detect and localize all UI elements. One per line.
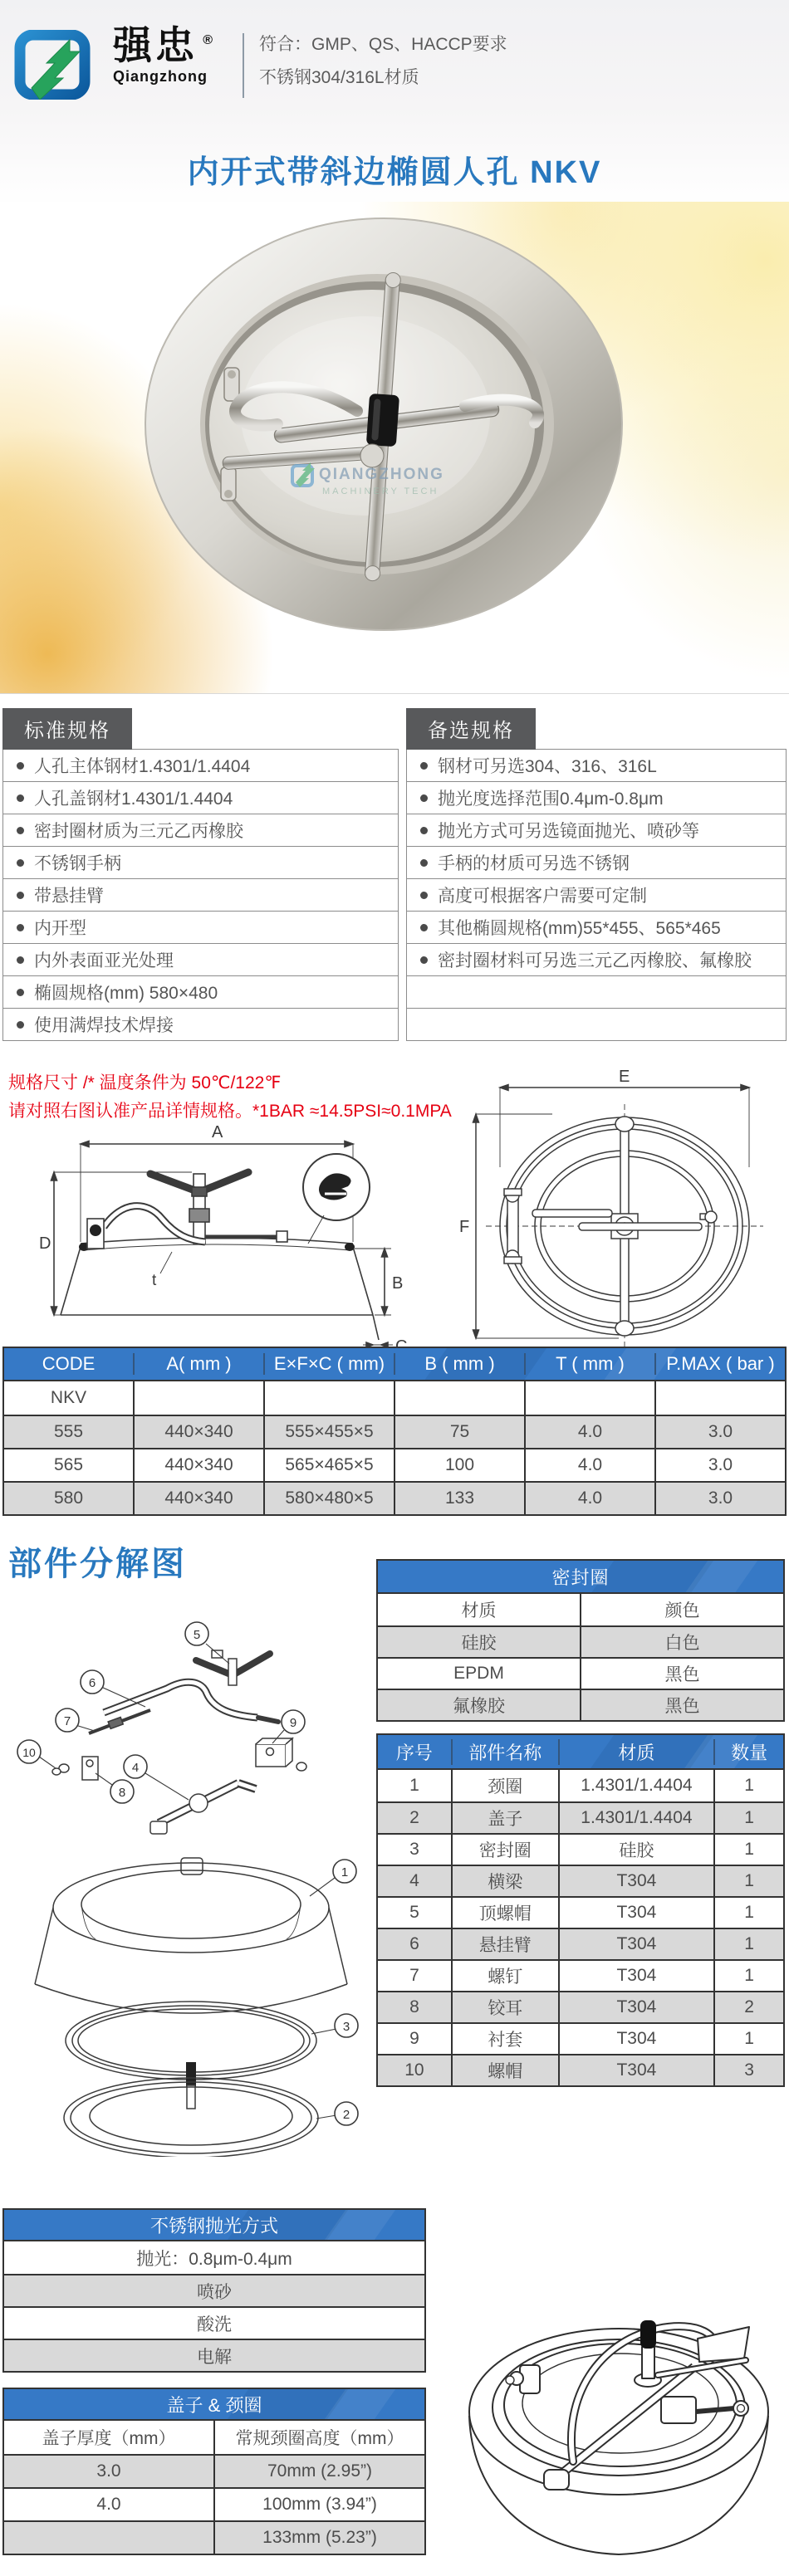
cell-no: 3 xyxy=(409,1840,419,1859)
spec-list-item xyxy=(2,749,399,782)
cell-pmax: 3.0 xyxy=(654,1416,785,1448)
cell-no: 5 xyxy=(409,1903,419,1922)
cell-material: T304 xyxy=(558,1898,713,1928)
cover-neck-header xyxy=(2,2388,426,2421)
spec-list-item xyxy=(406,846,787,879)
callout-1: 1 xyxy=(341,1865,349,1879)
cell-qty: 1 xyxy=(713,1898,783,1928)
cell-no: 6 xyxy=(409,1934,419,1953)
spec-list-item xyxy=(2,911,399,944)
bullet-icon xyxy=(420,924,428,931)
front-view-drawing xyxy=(453,1068,789,1366)
cell-pmax: 3.0 xyxy=(654,1449,785,1481)
size-table-row xyxy=(4,1481,785,1514)
cell-t: 4.0 xyxy=(524,1483,654,1514)
spec-item-text: 带悬挂臂 xyxy=(34,887,104,906)
brand-name-cn: 强忠 xyxy=(113,23,198,67)
brand-name-en: Qiangzhong xyxy=(113,68,208,85)
cell-height: 常规颈圈高度（mm） xyxy=(213,2421,424,2454)
bullet-icon xyxy=(17,794,24,802)
polish-table-row xyxy=(4,2241,424,2274)
polish-table-row xyxy=(4,2339,424,2371)
cover-neck-body xyxy=(2,2421,426,2555)
spec-list-item xyxy=(406,1008,787,1041)
cover-neck-row xyxy=(4,2487,424,2520)
cell-material: EPDM xyxy=(453,1664,504,1683)
callout-6: 6 xyxy=(88,1676,96,1690)
cell-color: 黑色 xyxy=(580,1659,783,1689)
optional-specs-list xyxy=(406,749,787,1041)
standard-specs-section xyxy=(2,708,399,1041)
side-view-drawing xyxy=(29,1122,411,1368)
cell-pmax: 3.0 xyxy=(654,1483,785,1514)
cell-name: 螺钉 xyxy=(451,1961,558,1991)
spec-item-text: 椭圆规格(mm) 580×480 xyxy=(34,984,218,1003)
parts-table-body xyxy=(376,1770,785,2087)
spec-list-item xyxy=(406,781,787,814)
size-table-header-cell: T ( mm ) xyxy=(524,1353,654,1375)
spec-list-item xyxy=(406,878,787,912)
cell-a: 440×340 xyxy=(133,1416,263,1448)
cell-no: 7 xyxy=(409,1966,419,1985)
bullet-icon xyxy=(420,794,428,802)
bullet-icon xyxy=(17,989,24,996)
assembled-line-drawing xyxy=(448,2204,789,2574)
size-table-header-cell: E×F×C ( mm) xyxy=(263,1353,394,1375)
bullet-icon xyxy=(420,892,428,899)
parts-table-row xyxy=(378,1928,783,1959)
manhole-render xyxy=(0,202,789,693)
spec-item-text: 使用满焊技术焊接 xyxy=(34,1016,174,1035)
spec-item-text: 内外表面亚光处理 xyxy=(34,951,174,970)
cell-qty: 1 xyxy=(713,1803,783,1833)
cell-efc: 580×480×5 xyxy=(263,1483,394,1514)
callout-10: 10 xyxy=(22,1746,36,1759)
bullet-icon xyxy=(17,956,24,964)
cell-qty: 1 xyxy=(713,1770,783,1801)
parts-table-row xyxy=(378,1991,783,2022)
parts-table-row xyxy=(378,1896,783,1928)
cell-height: 100mm (3.94”) xyxy=(213,2489,424,2520)
parts-table-header xyxy=(376,1733,785,1770)
brand-text xyxy=(113,23,216,86)
cell-no: 2 xyxy=(409,1808,419,1827)
cover-neck-row xyxy=(4,2421,424,2454)
optional-specs-section xyxy=(406,708,787,1041)
standard-specs-heading: 标准规格 xyxy=(2,708,132,750)
cell-color: 白色 xyxy=(580,1627,783,1657)
seal-table-row xyxy=(378,1625,783,1657)
seal-table-header xyxy=(376,1559,785,1594)
cell-material: 氟橡胶 xyxy=(453,1697,505,1716)
cell-code: 580 xyxy=(53,1488,84,1508)
size-table-body xyxy=(2,1381,787,1516)
handle-pivot xyxy=(360,444,384,467)
spec-item-text: 手柄的材质可另选不锈钢 xyxy=(438,854,630,873)
parts-table-row xyxy=(378,2054,783,2085)
spec-item-text: 密封圈材料可另选三元乙丙橡胶、氟橡胶 xyxy=(438,951,752,970)
cell-material: T304 xyxy=(558,1929,713,1959)
cell-color: 黑色 xyxy=(580,1690,783,1720)
size-table-row xyxy=(4,1448,785,1481)
registered-mark: ® xyxy=(203,33,216,47)
cell-b: 75 xyxy=(394,1416,524,1448)
seal-table-row xyxy=(378,1689,783,1720)
product-photo xyxy=(0,202,789,694)
spec-list-item xyxy=(2,781,399,814)
polish-method: 电解 xyxy=(197,2347,232,2367)
cell-name: 密封圈 xyxy=(451,1835,558,1865)
cell-name: 悬挂臂 xyxy=(451,1929,558,1959)
parts-table-row xyxy=(378,1959,783,1991)
parts-header-qty: 数量 xyxy=(713,1739,783,1765)
cell-name: 衬套 xyxy=(451,2024,558,2054)
spec-item-text: 内开型 xyxy=(34,919,86,938)
cell-qty: 1 xyxy=(713,2024,783,2054)
cell-pmax xyxy=(654,1381,785,1415)
seal-table-row xyxy=(378,1657,783,1689)
header-divider xyxy=(243,33,244,98)
cell-material: T304 xyxy=(558,2055,713,2085)
bullet-icon xyxy=(17,859,24,867)
size-table-header-cell: P.MAX ( bar ) xyxy=(654,1353,785,1375)
polish-method: 抛光：0.8μm-0.4μm xyxy=(136,2249,292,2269)
cell-thickness: 3.0 xyxy=(96,2461,121,2481)
cell-material: 硅胶 xyxy=(558,1835,713,1865)
cell-name: 铰耳 xyxy=(451,1992,558,2022)
size-table-header-cell: B ( mm ) xyxy=(394,1353,524,1375)
spec-item-text: 密封圈材质为三元乙丙橡胶 xyxy=(34,822,243,841)
spec-list-item xyxy=(2,1008,399,1041)
dimension-notes xyxy=(8,1069,452,1126)
callout-7: 7 xyxy=(63,1714,71,1728)
size-table-header-cell: CODE xyxy=(42,1353,96,1374)
size-table-header xyxy=(2,1347,787,1381)
spec-list-item xyxy=(406,814,787,847)
cell-material: T304 xyxy=(558,1961,713,1991)
cell-code: 565 xyxy=(53,1455,84,1474)
cell-thickness: 4.0 xyxy=(96,2495,121,2514)
spec-list-item xyxy=(2,846,399,879)
cell-material: T304 xyxy=(558,1866,713,1896)
cell-no: 10 xyxy=(404,2060,424,2080)
spec-item-text: 不锈钢手柄 xyxy=(34,854,121,873)
spec-list-item xyxy=(2,975,399,1009)
size-table-row xyxy=(4,1415,785,1448)
cell-no: 9 xyxy=(409,2029,419,2048)
callout-5: 5 xyxy=(193,1628,201,1642)
spec-list-item xyxy=(2,943,399,976)
dim-label-t: t xyxy=(152,1272,157,1289)
parts-table-row xyxy=(378,1770,783,1801)
cell-efc xyxy=(263,1381,394,1415)
cell-t xyxy=(524,1381,654,1415)
cell-b: 133 xyxy=(394,1483,524,1514)
cell-qty: 1 xyxy=(713,1835,783,1865)
parts-header-name: 部件名称 xyxy=(451,1739,558,1765)
note-line-1: 规格尺寸 /* 温度条件为 50℃/122℉ xyxy=(8,1073,282,1092)
cell-qty: 2 xyxy=(713,1992,783,2022)
polish-table-row xyxy=(4,2306,424,2339)
cell-no: 1 xyxy=(409,1776,419,1795)
cell-t: 4.0 xyxy=(524,1449,654,1481)
callout-8: 8 xyxy=(118,1786,126,1800)
cover-neck-row xyxy=(4,2454,424,2487)
cover-neck-table xyxy=(2,2388,426,2555)
spec-list-item xyxy=(2,814,399,847)
seal-table-title: 密封圈 xyxy=(551,1567,610,1588)
spec-item-text: 抛光度选择范围0.4μm-0.8μm xyxy=(438,789,664,809)
cover-neck-title: 盖子 & 颈圈 xyxy=(166,2394,262,2416)
cell-t: 4.0 xyxy=(524,1416,654,1448)
spec-list-item xyxy=(406,975,787,1009)
cell-name: 颈圈 xyxy=(451,1770,558,1801)
polish-method: 喷砂 xyxy=(197,2282,232,2302)
size-table-row xyxy=(4,1381,785,1415)
polish-table-body xyxy=(2,2241,426,2373)
cover-neck-row xyxy=(4,2520,424,2554)
parts-header-no: 序号 xyxy=(395,1742,433,1763)
spec-list-item xyxy=(406,911,787,944)
size-table-header-cell: A( mm ) xyxy=(133,1353,263,1375)
slogan-line-2: 不锈钢304/316L材质 xyxy=(259,68,419,87)
seal-ring-table xyxy=(376,1559,785,1722)
bullet-icon xyxy=(17,827,24,834)
bullet-icon xyxy=(420,762,428,770)
cell-qty: 1 xyxy=(713,1866,783,1896)
seal-table-body xyxy=(376,1594,785,1722)
spec-item-text: 人孔主体钢材1.4301/1.4404 xyxy=(34,757,251,776)
cell-qty: 1 xyxy=(713,1929,783,1959)
header-slogans xyxy=(259,28,507,95)
callout-2: 2 xyxy=(342,2108,350,2122)
parts-header-material: 材质 xyxy=(558,1739,713,1765)
dim-label-e: E xyxy=(619,1068,630,1086)
left-clamp-bottom xyxy=(221,467,236,501)
cell-color: 颜色 xyxy=(580,1594,783,1625)
cell-no: 8 xyxy=(409,1997,419,2016)
exploded-section-heading: 部件分解图 xyxy=(8,1546,187,1582)
spec-list-item xyxy=(406,943,787,976)
page-title: 内开式带斜边椭圆人孔 NKV xyxy=(187,155,602,190)
polish-table-row xyxy=(4,2274,424,2306)
slogan-line-1: 符合：GMP、QS、HACCP要求 xyxy=(259,35,507,54)
spec-list-item xyxy=(406,749,787,782)
cell-height: 70mm (2.95”) xyxy=(213,2456,424,2487)
spec-item-text: 抛光方式可另选镜面抛光、喷砂等 xyxy=(438,822,699,841)
dim-label-b: B xyxy=(392,1274,404,1293)
dim-label-d: D xyxy=(39,1234,51,1253)
spec-item-text: 高度可根据客户需要可定制 xyxy=(438,887,647,906)
watermark-line2: MACHINERY TECH xyxy=(322,486,439,496)
dim-label-a: A xyxy=(212,1123,223,1141)
cell-a: 440×340 xyxy=(133,1483,263,1514)
cell-material: 1.4301/1.4404 xyxy=(558,1770,713,1801)
bullet-icon xyxy=(17,1021,24,1029)
dim-label-f: F xyxy=(459,1218,470,1236)
spec-list-item xyxy=(2,878,399,912)
cell-material: 硅胶 xyxy=(461,1634,497,1653)
polish-table-title: 不锈钢抛光方式 xyxy=(149,2215,278,2236)
cell-a: 440×340 xyxy=(133,1449,263,1481)
cell-name: 盖子 xyxy=(451,1803,558,1833)
bullet-icon xyxy=(420,827,428,834)
cell-qty: 1 xyxy=(713,1961,783,1991)
polish-table xyxy=(2,2208,426,2373)
bullet-icon xyxy=(420,956,428,964)
parts-table-row xyxy=(378,1801,783,1833)
callout-3: 3 xyxy=(342,2020,350,2034)
cell-material: T304 xyxy=(558,2024,713,2054)
cell-a xyxy=(133,1381,263,1415)
parts-table-row xyxy=(378,1865,783,1896)
cell-efc: 565×465×5 xyxy=(263,1449,394,1481)
polish-method: 酸洗 xyxy=(197,2314,232,2334)
spec-item-text: 其他椭圆规格(mm)55*455、565*465 xyxy=(438,919,721,938)
cell-material: 材质 xyxy=(461,1601,497,1620)
cell-thickness: 盖子厚度（mm） xyxy=(42,2429,176,2448)
bullet-icon xyxy=(420,859,428,867)
bullet-icon xyxy=(17,762,24,770)
cell-material: T304 xyxy=(558,1992,713,2022)
cell-material: 1.4301/1.4404 xyxy=(558,1803,713,1833)
cell-code: NKV xyxy=(50,1388,87,1407)
cell-name: 顶螺帽 xyxy=(451,1898,558,1928)
spec-item-text: 人孔盖钢材1.4301/1.4404 xyxy=(34,789,233,809)
standard-specs-list xyxy=(2,749,399,1041)
cell-name: 螺帽 xyxy=(451,2055,558,2085)
parts-table xyxy=(376,1733,785,2087)
parts-table-row xyxy=(378,1833,783,1865)
optional-specs-heading: 备选规格 xyxy=(406,708,536,750)
note-line-2: 请对照右图认准产品详情规格。*1BAR ≈14.5PSI≈0.1MPA xyxy=(8,1102,452,1121)
callout-9: 9 xyxy=(289,1716,297,1730)
bullet-icon xyxy=(17,924,24,931)
cell-code: 555 xyxy=(53,1422,84,1441)
cell-height: 133mm (5.23”) xyxy=(213,2522,424,2554)
cell-b xyxy=(394,1381,524,1415)
watermark-line1: QIANGZHONG xyxy=(319,466,444,483)
parts-table-row xyxy=(378,2022,783,2054)
seal-table-row xyxy=(378,1594,783,1625)
exploded-view-drawing xyxy=(4,1609,370,2157)
center-hub xyxy=(366,393,399,447)
cell-name: 横梁 xyxy=(451,1866,558,1896)
cell-b: 100 xyxy=(394,1449,524,1481)
cell-qty: 3 xyxy=(713,2055,783,2085)
size-table xyxy=(2,1347,787,1516)
cell-efc: 555×455×5 xyxy=(263,1416,394,1448)
callout-4: 4 xyxy=(131,1761,140,1775)
header xyxy=(0,23,789,108)
cell-no: 4 xyxy=(409,1871,419,1890)
bullet-icon xyxy=(17,892,24,899)
spec-item-text: 钢材可另选304、316、316L xyxy=(438,757,657,776)
polish-table-header xyxy=(2,2208,426,2241)
brand-logo-icon xyxy=(13,30,106,100)
